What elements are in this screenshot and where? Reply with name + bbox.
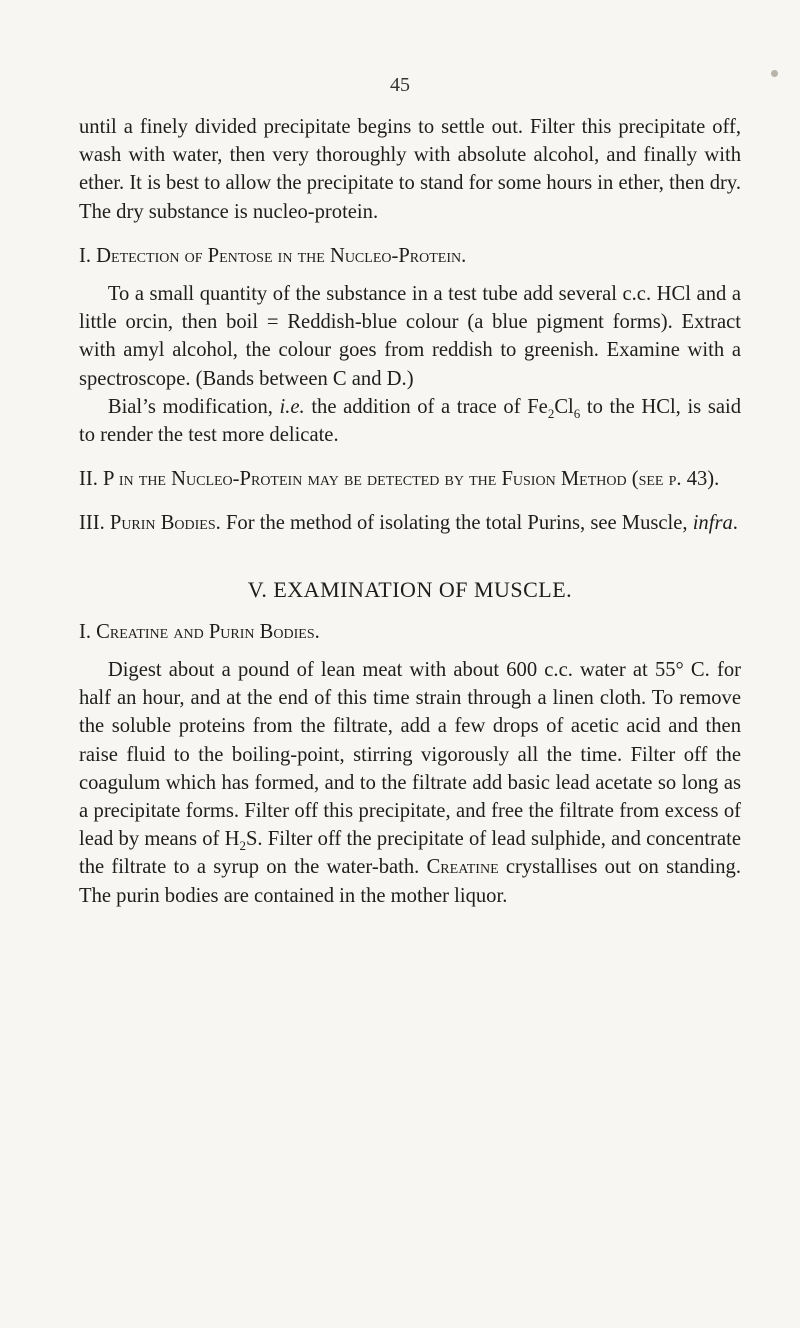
paragraph-purin-bodies [79, 509, 741, 537]
p3-text-a: Bial’s modification, [107, 395, 280, 418]
p4-text-c: crystallises out on standing. The purin bodies are contained in the mother liquor. [79, 856, 741, 907]
section-title: V. EXAMINATION OF MUSCLE. [247, 576, 573, 602]
p4-sub: 2 [239, 838, 246, 854]
heading-detection-of-pentose: I. Detection of Pentose in the Nucleo-Protein. [79, 244, 467, 267]
paragraph-4 [79, 656, 741, 910]
paragraph-3 [79, 393, 741, 449]
p4-text-a: Digest about a pound of lean meat with about 600 c.c. water at 55° C. for half an hour, and at the end of this time strain through a linen cloth. To remove the soluble proteins from the filtrate, add a few drops of acetic acid and then raise fluid to the boiling-point, stirring vigorously all the time. Filter off the coagulum which has formed, and to the filtrate add basic lead acetate so long as a precipitate forms. Filter off this precipitate, and free the filtrate from excess of lead by means of H [79, 659, 741, 851]
paragraph-2: To a small quantity of the substance in a test tube add several c.c. HCl and a little orcin, then boil = Reddish-blue colour (a blue pigment forms). Extract with amyl alcohol, the colour goes from reddish to greenish. Examine with a spectroscope. (Bands between C and D.) [79, 283, 741, 390]
heading-purin-bodies: III. Purin Bodies. [79, 512, 221, 535]
heading-phosphorus-fusion-method: II. P in the Nucleo-Protein may be detected by the Fusion Method (see p. 43). [79, 468, 720, 491]
page-body [79, 113, 741, 910]
purin-infra: infra [692, 512, 733, 535]
p3-text-b: the addition of a trace of Fe [304, 395, 548, 418]
purin-end: . [732, 512, 738, 535]
paragraph-1: until a finely divided precipitate begins to settle out. Filter this precipitate off, wash with water, then very thoroughly with absolute alcohol, and finally with ether. It is best to allow the precipitate to stand for some hours in ether, then dry. The dry substance is nucleo-protein. [79, 116, 741, 223]
p3-ie: i.e. [279, 395, 305, 418]
heading-creatine-and-purin: I. Creatine and Purin Bodies. [79, 620, 320, 643]
p3-sub-2: 6 [573, 405, 581, 421]
purin-text: For the method of isolating the total Purins, see Muscle, [220, 512, 693, 535]
p3-text-d: to the HCl, is said to render the test more delicate. [79, 395, 741, 447]
p3-text-c: Cl [554, 395, 574, 418]
p3-sub-1: 2 [547, 405, 555, 421]
page-number: 45 [390, 74, 410, 96]
p4-text-b: S. Filter off the precipitate of lead sulphide, and concentrate the filtrate to a syrup on the water-bath. [79, 828, 741, 879]
p4-creatine: Creatine [426, 856, 499, 879]
